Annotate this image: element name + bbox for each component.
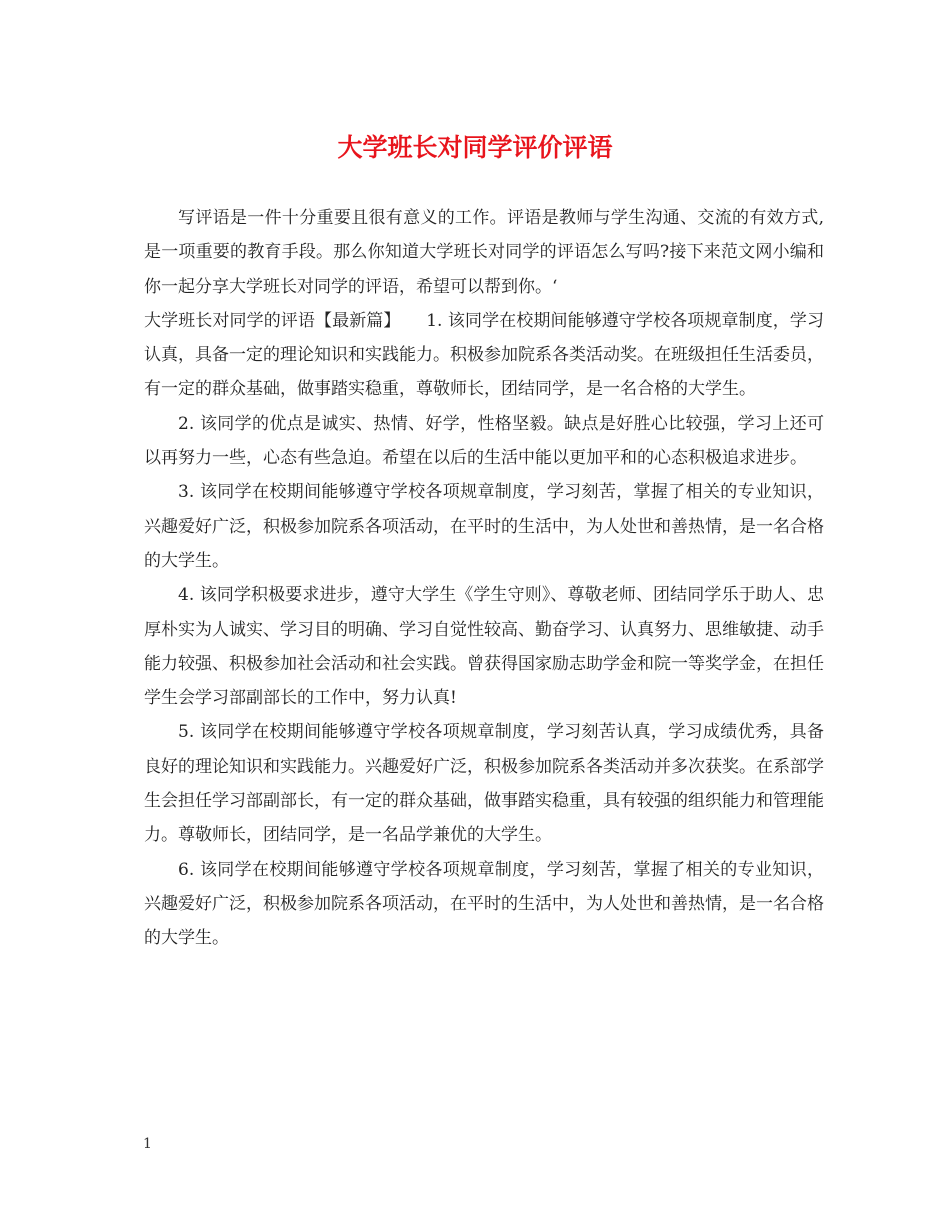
document-title: 大学班长对同学评价评语 <box>337 133 613 162</box>
evaluation-item-6: 6. 该同学在校期间能够遵守学校各项规章制度，学习刻苦，掌握了相关的专业知识，兴趣爱好广泛，积极参加院系各项活动，在平时的生活中，为人处世和善热情，是一名合格的大学生。 <box>144 859 824 949</box>
intro-paragraph: 写评语是一件十分重要且很有意义的工作。评语是教师与学生沟通、交流的有效方式,是一项重要的教育手段。那么你知道大学班长对同学的评语怎么写吗?接下来范文网小编和你一起分享大学班长对同学的评语，希望可以帮到你。‘ <box>144 208 824 297</box>
page-number: 1 <box>143 1136 152 1152</box>
document-body <box>144 201 824 956</box>
section-heading-and-item-1: 大学班长对同学的评语【最新篇】 1. 该同学在校期间能够遵守学校各项规章制度，学习认真，具备一定的理论知识和实践能力。积极参加院系各类活动奖。在班级担任生活委员，有一定的群众基础，做事踏实稳重，尊敬师长，团结同学，是一名合格的大学生。 <box>144 310 824 400</box>
evaluation-item-3: 3. 该同学在校期间能够遵守学校各项规章制度，学习刻苦，掌握了相关的专业知识，兴趣爱好广泛，积极参加院系各项活动，在平时的生活中，为人处世和善热情，是一名合格的大学生。 <box>144 482 824 571</box>
evaluation-item-2: 2. 该同学的优点是诚实、热情、好学，性格坚毅。缺点是好胜心比较强，学习上还可以再努力一些，心态有些急迫。希望在以后的生活中能以更加平和的心态积极追求进步。 <box>144 413 824 469</box>
evaluation-item-4: 4. 该同学积极要求进步，遵守大学生《学生守则》、尊敬老师、团结同学乐于助人、忠厚朴实为人诚实、学习目的明确、学习自觉性较高、勤奋学习、认真努力、思维敏捷、动手能力较强、积极参加社会活动和社会实践。曾获得国家励志助学金和院一等奖学金，在担任学生会学习部副部长的工作中，努力认真! <box>144 585 824 709</box>
evaluation-item-5: 5. 该同学在校期间能够遵守学校各项规章制度，学习刻苦认真，学习成绩优秀，具备良好的理论知识和实践能力。兴趣爱好广泛，积极参加院系各类活动并多次获奖。在系部学生会担任学习部副部长，有一定的群众基础，做事踏实稳重，具有较强的组织能力和管理能力。尊敬师长，团结同学，是一名品学兼优的大学生。 <box>144 722 824 846</box>
